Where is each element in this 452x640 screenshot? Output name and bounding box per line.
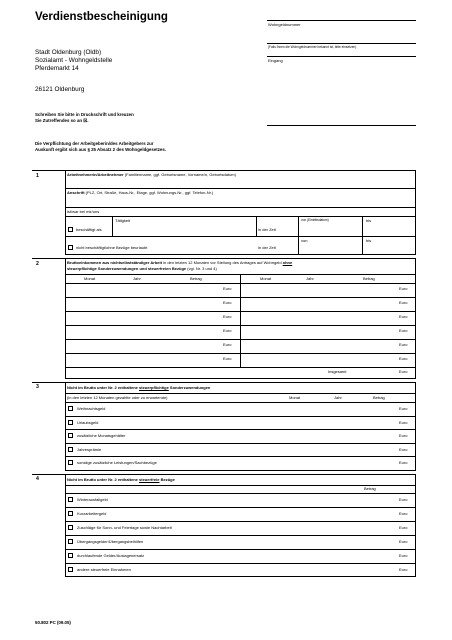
s3-item-label: Urlaubsgeld [77, 420, 99, 425]
employed-checkbox[interactable] [68, 227, 73, 232]
wohngeldnummer-line [267, 20, 416, 21]
s3-sub: (in den letzten 12 Monaten gezahlte oder zu erwartende) [67, 395, 168, 400]
s3-item-euro: Euro [399, 433, 408, 438]
s3-item-checkbox[interactable] [68, 433, 73, 438]
s3-item-checkbox[interactable] [68, 420, 73, 425]
s4-item-checkbox[interactable] [68, 553, 73, 558]
s4-item-label: durchlaufende Gelder/Auslagenersatz [77, 553, 145, 558]
s3-item-checkbox[interactable] [68, 406, 73, 411]
page-title: Verdienstbescheinigung [35, 11, 168, 23]
employment-end-field[interactable] [364, 225, 414, 235]
income-right-field[interactable] [242, 298, 396, 310]
s2-text-2: steuerpflichtige Sonderzuwendungen und steuerfreien Bezüge (vgl. Nr. 3 und 4) [67, 266, 217, 271]
s4-item-label: Zuschläge für Sonn- und Feiertage sowie Nachtarbeit [77, 525, 172, 530]
s3-item-label: zusätzliche Monatsgehälter [77, 433, 126, 438]
wohngeldnummer-underline [267, 43, 416, 44]
income-euro-left: Euro [223, 314, 232, 319]
s4-item-amount-field[interactable] [340, 494, 396, 506]
s4-item-label: Übergangsgelder/Übergangsbeihilfen [77, 539, 144, 544]
s4-item-amount-field[interactable] [340, 550, 396, 562]
wohngeldnummer-label: Wohngeldnummer [268, 22, 301, 27]
s2-insgesamt: Insgesamt [328, 369, 347, 374]
s2-col-monat-right: Monat [260, 276, 272, 281]
signature-line [267, 125, 416, 126]
s2-col-betrag-left: Betrag [190, 276, 202, 281]
s3-col-monat: Monat [289, 395, 301, 400]
wohngeldnummer-hint: (Falls Ihnen die Wohngeldnummer bekannt ist, bitte einsetzen) [268, 45, 357, 49]
section-4-number: 4 [36, 476, 39, 482]
leave-end-field[interactable] [364, 244, 414, 254]
s4-item-checkbox[interactable] [68, 525, 73, 530]
s3-item-label: Weihnachtsgeld [77, 406, 106, 411]
income-left-field[interactable] [66, 326, 220, 338]
s3-item-amount-field[interactable] [280, 417, 396, 428]
income-left-field[interactable] [66, 354, 220, 366]
income-left-field[interactable] [66, 340, 220, 352]
eingang-line [267, 56, 416, 57]
s3-item-checkbox[interactable] [68, 447, 73, 452]
s3-item-label: Jahresprämie [77, 447, 102, 452]
income-euro-right: Euro [399, 314, 408, 319]
s4-item-amount-field[interactable] [340, 536, 396, 548]
section-3-number: 3 [36, 384, 39, 390]
s3-item-label: sonstige zusätzliche Leistungen/Sachbezüge [77, 460, 157, 465]
income-right-field[interactable] [242, 340, 396, 352]
income-right-field[interactable] [242, 312, 396, 324]
s1-divider-2 [65, 207, 416, 208]
leave-start-field[interactable] [300, 244, 360, 254]
income-right-field[interactable] [242, 326, 396, 338]
instruction-line-2: Sie Zutreffendes so an ☒. [35, 118, 89, 123]
s3-item-amount-field[interactable] [280, 403, 396, 415]
income-left-field[interactable] [66, 298, 220, 310]
s1-divider-1 [65, 188, 416, 189]
income-euro-left: Euro [223, 328, 232, 333]
not-employed-checkbox[interactable] [68, 245, 73, 250]
s1-ist-war: ist/war bei mir/uns [67, 209, 100, 214]
s4-item-amount-field[interactable] [340, 508, 396, 520]
duty-line-1: Die Verpflichtung der Arbeitgeberin/des Arbeitgebers zur [35, 141, 154, 146]
form-code: 50.802 PC (09.05) [35, 620, 71, 625]
s4-item-checkbox[interactable] [68, 511, 73, 516]
s3-col-jahr: Jahr [334, 395, 342, 400]
s1-taetigkeit: Tätigkeit [115, 218, 131, 223]
income-euro-left: Euro [223, 300, 232, 305]
income-euro-right: Euro [399, 286, 408, 291]
s4-item-euro: Euro [399, 553, 408, 558]
s1-bis-2: bis [366, 238, 372, 243]
eingang-stamp-area[interactable] [267, 64, 416, 114]
s3-item-amount-field[interactable] [280, 430, 396, 442]
s4-item-euro: Euro [399, 567, 408, 572]
income-euro-right: Euro [399, 328, 408, 333]
income-euro-right: Euro [399, 356, 408, 361]
s1-heading: Arbeitnehmerin/Arbeitnehmer (Familienname, ggf. Geburtsname, Vorname/n, Geburtsdatum) [67, 172, 236, 177]
income-right-field[interactable] [242, 354, 396, 366]
s2-col-monat-left: Monat [84, 276, 96, 281]
s4-item-checkbox[interactable] [68, 539, 73, 544]
s4-heading: Nicht im Brutto unter Nr. 2 enthaltene steuerfreie Bezüge [67, 477, 175, 482]
s1-vline-a [112, 216, 113, 236]
s3-heading: Nicht im Brutto unter Nr. 2 enthaltene steuerpflichtige Sonderzuwendungen [67, 385, 211, 390]
employee-name-field[interactable] [66, 180, 415, 188]
s4-item-label: Winterausfallgeld [77, 497, 108, 502]
s3-item-euro: Euro [399, 460, 408, 465]
income-left-field[interactable] [66, 312, 220, 324]
s4-item-label: andere steuerfreie Einnahmen [77, 567, 131, 572]
s4-item-label: Kurzarbeitergeld [77, 511, 107, 516]
s1-vline-b [256, 216, 257, 236]
s1-anschrift: Anschrift (PLZ, Ort, Straße, Haus-Nr., Etage, ggf. Wohnungs-Nr., ggf. Telefon-Nr.) [67, 190, 214, 195]
income-left-field[interactable] [66, 284, 220, 296]
s1-in-der-zeit-2: in der Zeit [258, 245, 276, 250]
income-right-field[interactable] [242, 284, 396, 296]
s1-von: von [301, 238, 308, 243]
income-euro-right: Euro [399, 342, 408, 347]
s1-beschaeftigt: beschäftigt als [76, 227, 102, 232]
total-income-field[interactable] [360, 368, 398, 378]
s2-col-betrag-right: Betrag [363, 276, 375, 281]
address-line-4: 26121 Oldenburg [35, 86, 85, 93]
s1-bis: bis [366, 218, 372, 223]
income-euro-left: Euro [223, 342, 232, 347]
employee-address-field[interactable] [66, 198, 415, 206]
s3-col-betrag: Betrag [373, 395, 385, 400]
s2-total-euro: Euro [399, 369, 408, 374]
s3-header-top [65, 393, 416, 394]
s3-item-euro: Euro [399, 447, 408, 452]
s4-item-euro: Euro [399, 497, 408, 502]
job-title-field[interactable] [114, 225, 254, 235]
s3-item-checkbox[interactable] [68, 460, 73, 465]
s3-item-euro: Euro [399, 406, 408, 411]
income-euro-right: Euro [399, 300, 408, 305]
section-1-number: 1 [36, 173, 39, 179]
income-euro-left: Euro [223, 286, 232, 291]
s4-item-checkbox[interactable] [68, 567, 73, 572]
s1-nicht-beschaeftigt: nicht beschäftigt/ohne Bezüge beurlaubt [76, 245, 148, 250]
s3-item-euro: Euro [399, 420, 408, 425]
income-euro-left: Euro [223, 356, 232, 361]
s4-item-checkbox[interactable] [68, 497, 73, 502]
eingang-label: Eingang [268, 58, 283, 63]
section-2-number: 2 [36, 261, 39, 267]
s2-col-jahr-left: Jahr [133, 276, 141, 281]
address-line-2: Sozialamt - Wohngeldstelle [35, 57, 113, 64]
instruction-line-1: Schreiben Sie bitte in Druckschrift und kreuzen [35, 112, 134, 117]
s4-item-euro: Euro [399, 511, 408, 516]
s1-divider-4 [65, 236, 416, 237]
duty-line-2: Auskunft ergibt sich aus § 25 Absatz 2 des Wohngeldgesetzes. [35, 147, 167, 152]
s2-col-jahr-right: Jahr [306, 276, 314, 281]
s4-item-euro: Euro [399, 525, 408, 530]
address-line-1: Stadt Oldenburg (Oldb) [35, 49, 102, 56]
s4-item-amount-field[interactable] [340, 564, 396, 576]
s1-divider-3 [65, 216, 416, 217]
s4-item-amount-field[interactable] [340, 522, 396, 534]
address-line-3: Pferdemarkt 14 [35, 65, 79, 72]
s3-item-amount-field[interactable] [280, 444, 396, 455]
s1-in-der-zeit: in der Zeit [258, 227, 276, 232]
employment-start-field[interactable] [300, 225, 360, 235]
s4-col-betrag: Betrag [364, 486, 376, 491]
s2-text-1: Bruttoeinkommen aus nichtselbstständiger Arbeit in den letzten 12 Monaten vor Stellung des Antrages auf Wohngeld ohne [67, 260, 293, 265]
s3-item-amount-field[interactable] [280, 457, 396, 469]
wohngeldnummer-field[interactable] [267, 28, 416, 42]
s4-item-euro: Euro [399, 539, 408, 544]
s1-von-eintritt: von (Eintrittsdatum) [301, 218, 329, 222]
